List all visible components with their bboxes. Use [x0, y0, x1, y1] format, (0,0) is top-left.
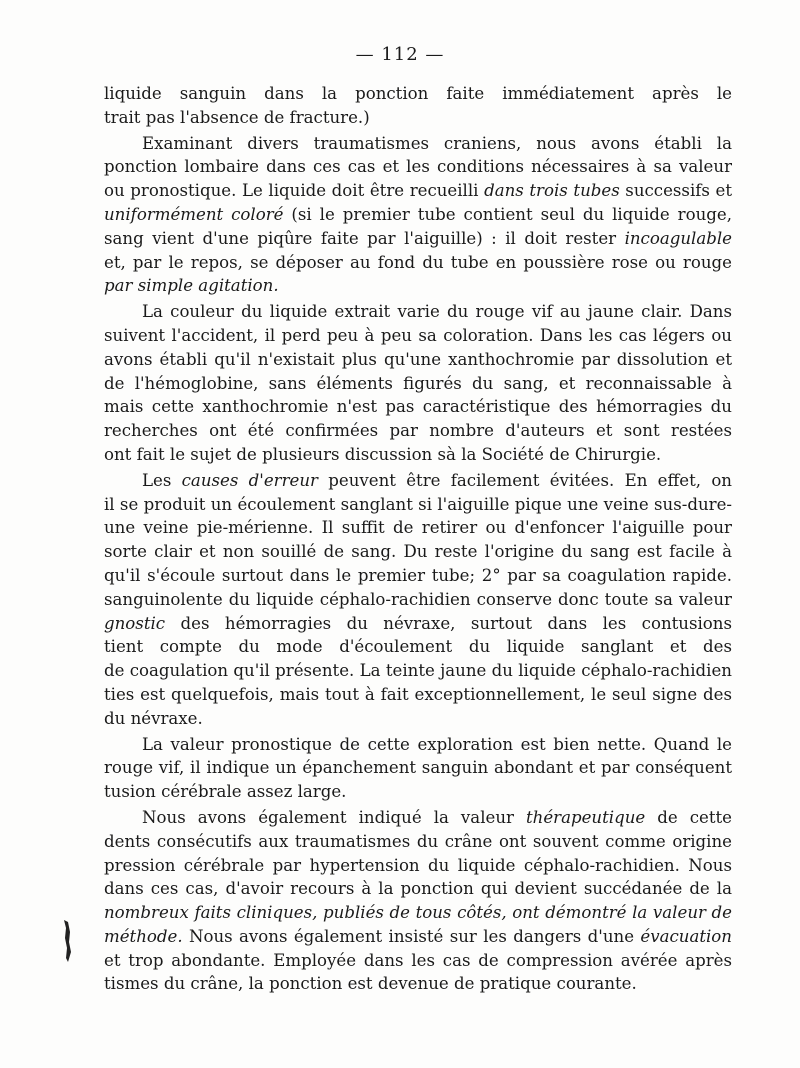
text-run: ties est quelquefois, mais tout à fait exceptionnellement, le seul signe des — [104, 684, 732, 704]
text-run: dans ces cas, d'avoir recours à la ponction qui devient succédanée de la — [104, 879, 732, 899]
italic-text: méthode. — [104, 926, 183, 946]
text-line — [104, 612, 732, 636]
text-line — [104, 564, 732, 588]
text-line — [104, 830, 732, 854]
text-run: Examinant divers traumatismes craniens, nous avons établi la — [142, 133, 732, 153]
text-run: pression cérébrale par hypertension du liquide céphalo-rachidien. Nous — [104, 855, 732, 875]
text-line — [104, 469, 732, 493]
text-run: ont fait le sujet de plusieurs discussion sà la Société de Chirurgie. — [104, 444, 662, 464]
text-line — [104, 635, 732, 659]
text-run: du névraxe. — [104, 708, 203, 728]
text-line — [104, 659, 732, 683]
text-line — [104, 780, 732, 804]
text-line — [104, 756, 732, 780]
italic-text: évacuation — [640, 926, 732, 946]
text-run: qu'il s'écoule surtout dans le premier tube; 2° par sa coagulation rapide. — [104, 565, 732, 585]
text-line — [104, 972, 732, 996]
text-line — [104, 324, 732, 348]
italic-text: dans trois tubes — [484, 181, 620, 201]
text-run: et trop abondante. Employée dans les cas de compression avérée après — [104, 950, 732, 970]
text-line — [104, 877, 732, 901]
text-line — [104, 300, 732, 324]
text-run: Nous avons également insisté sur les dangers d'une — [182, 926, 641, 946]
text-run: suivent l'accident, il perd peu à peu sa coloration. Dans les cas légers ou — [104, 325, 732, 345]
text-run: (si le premier tube contient seul du liquide rouge, — [291, 204, 732, 224]
text-run: tient compte du mode d'écoulement du liquide sanglant et des — [104, 637, 732, 657]
text-run: des hémorragies du névraxe, surtout dans les contusions — [180, 613, 732, 633]
italic-text: causes d'erreur — [181, 470, 318, 490]
text-run: liquide sanguin dans la ponction faite immédiatement après le — [104, 84, 732, 103]
text-run: Nous avons également indiqué la valeur — [142, 807, 526, 827]
text-line — [104, 203, 732, 227]
text-run: tismes du crâne, la ponction est devenue de pratique courante. — [104, 974, 637, 994]
text-run: sanguinolente du liquide céphalo-rachidien conserve donc toute sa valeur — [104, 589, 732, 609]
text-run: une veine pie-mérienne. Il suffit de retirer ou d'enfoncer l'aiguille pour — [104, 518, 732, 538]
italic-text: incoagulable — [624, 228, 732, 248]
text-line — [104, 179, 732, 203]
text-run: rouge vif, il indique un épanchement sanguin abondant et par conséquent — [104, 758, 732, 778]
text-line — [104, 683, 732, 707]
text-run: dents consécutifs aux traumatismes du crâne ont souvent comme origine — [104, 831, 732, 851]
text-line — [104, 854, 732, 878]
text-line — [104, 443, 732, 467]
text-line — [104, 806, 732, 830]
text-line — [104, 155, 732, 179]
text-run: Les — [142, 470, 182, 490]
text-line — [104, 348, 732, 372]
text-line — [104, 419, 732, 443]
text-run: peuvent être facilement évitées. En effet, on — [328, 470, 732, 490]
text-line — [104, 274, 732, 298]
text-line — [104, 733, 732, 757]
text-run: sorte clair et non souillé de sang. Du reste l'origine du sang est facile à — [104, 542, 732, 562]
text-run: La valeur pronostique de cette exploration est bien nette. Quand le — [142, 734, 732, 754]
text-line — [104, 395, 732, 419]
italic-text: uniformément coloré — [104, 204, 284, 224]
text-run: et, par le repos, se déposer au fond du tube en poussière rose ou rouge — [104, 252, 732, 272]
text-line — [104, 949, 732, 973]
text-line — [104, 707, 732, 731]
body-text — [104, 82, 732, 996]
text-line — [104, 132, 732, 156]
text-run: avons établi qu'il n'existait plus qu'une xanthochromie par dissolution et — [104, 349, 732, 369]
text-run: de l'hémoglobine, sans éléments figurés du sang, et reconnaissable à — [104, 373, 732, 393]
text-run: sang vient d'une piqûre faite par l'aiguille) : il doit rester — [104, 228, 625, 248]
italic-text: nombreux faits cliniques, publiés de tous côtés, ont démontré la valeur de — [104, 903, 732, 923]
text-line — [104, 516, 732, 540]
text-line — [104, 251, 732, 275]
italic-text: par simple agitation. — [104, 276, 279, 296]
text-line — [104, 925, 732, 949]
text-run: La couleur du liquide extrait varie du rouge vif au jaune clair. Dans — [142, 302, 732, 322]
page-number: — 112 — — [355, 44, 445, 65]
text-line — [104, 540, 732, 564]
text-run: ou pronostique. Le liquide doit être recueilli — [104, 181, 485, 201]
text-run: trait pas l'absence de fracture.) — [104, 107, 370, 127]
italic-text: thérapeutique — [525, 807, 646, 827]
text-run: il se produit un écoulement sanglant si l'aiguille pique une veine sus-dure- — [104, 494, 732, 514]
margin-ink-mark — [62, 918, 72, 964]
italic-text: gnostic — [104, 613, 166, 633]
text-run: recherches ont été confirmées par nombre d'auteurs et sont restées — [104, 421, 732, 441]
text-line — [104, 227, 732, 251]
text-line — [104, 372, 732, 396]
text-run: de cette — [657, 807, 732, 827]
text-run: ponction lombaire dans ces cas et les conditions nécessaires à sa valeur — [104, 157, 732, 177]
text-line — [104, 106, 732, 130]
text-run: tusion cérébrale assez large. — [104, 782, 347, 802]
text-run: de coagulation qu'il présente. La teinte jaune du liquide céphalo-rachidien — [104, 661, 732, 681]
text-line — [104, 588, 732, 612]
text-run: mais cette xanthochromie n'est pas caractéristique des hémorragies du — [104, 397, 732, 417]
text-line — [104, 82, 732, 106]
text-line — [104, 901, 732, 925]
text-line — [104, 493, 732, 517]
text-run: successifs et — [625, 181, 732, 201]
